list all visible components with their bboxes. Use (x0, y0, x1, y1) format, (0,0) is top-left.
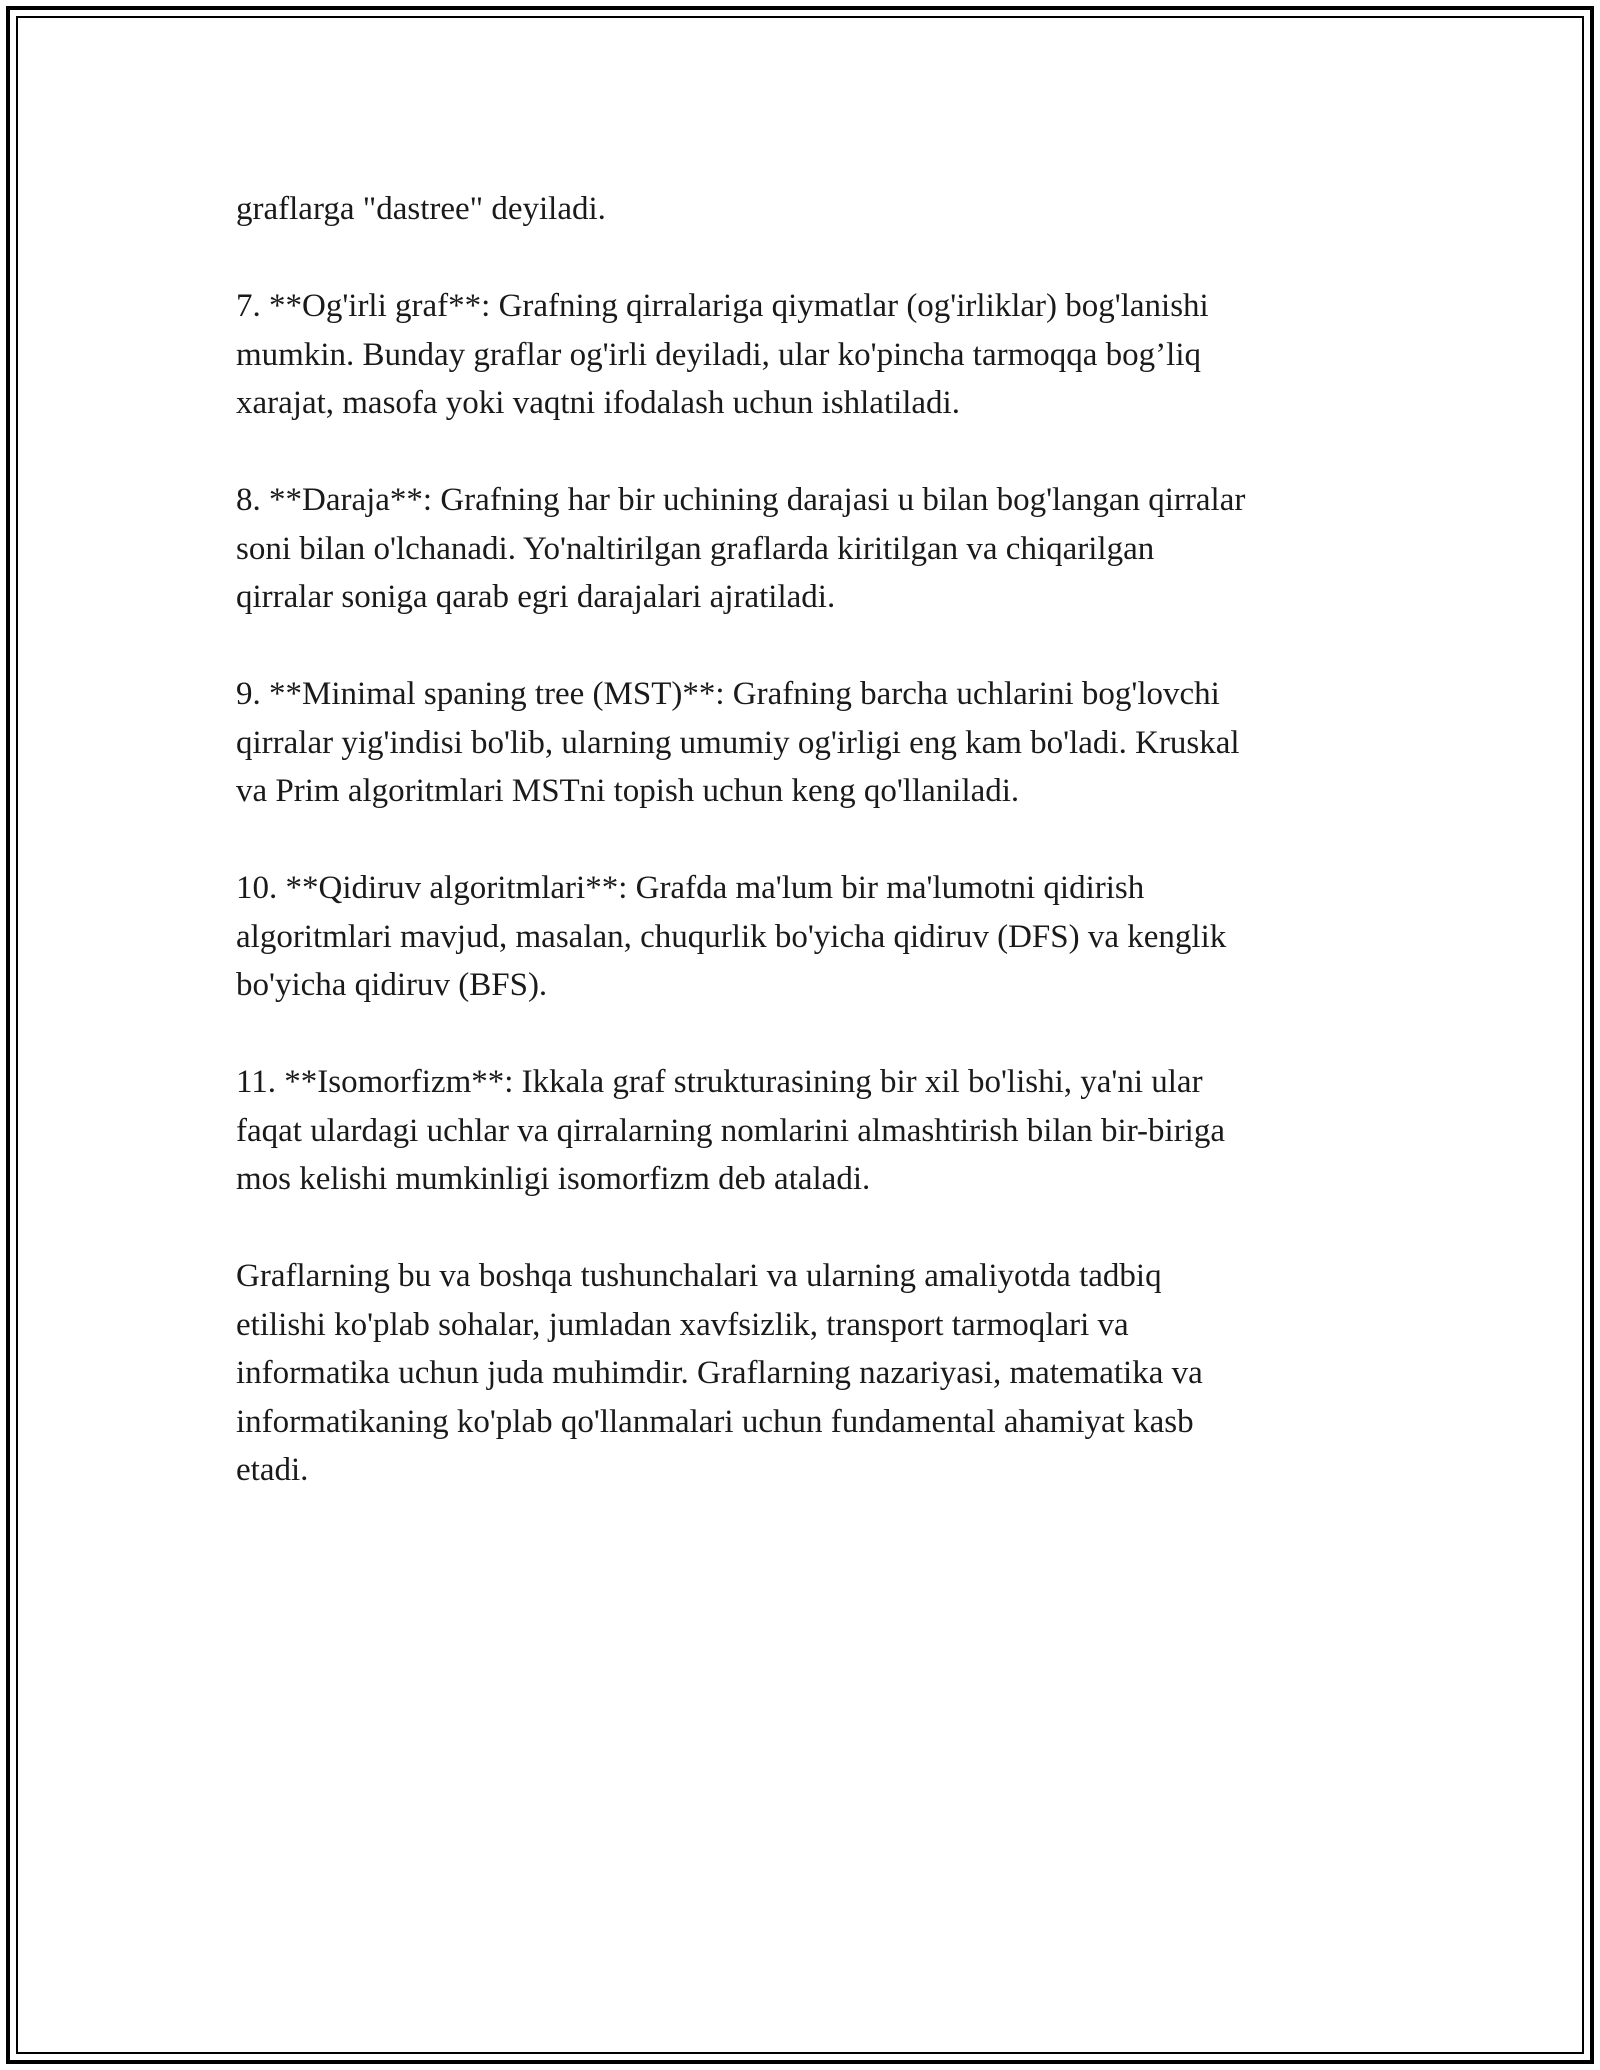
paragraph-conclusion: Graflarning bu va boshqa tushunchalari va ularning amaliyotda tadbiq etilishi ko'plab sohalar, jumladan xavfsizlik, transport tarmoqlari va informatika uchun juda muhimdir. Graflarning nazariyasi, matematika va informatikaning ko'plab qo'llanmalari uchun fundamental ahamiyat kasb etadi. (236, 1258, 1203, 1488)
paragraph-item-10-search-algorithms: 10. **Qidiruv algoritmlari**: Grafda ma'lum bir ma'lumotni qidirish algoritmlari mavjud, masalan, chuqurlik bo'yicha qidiruv (DFS) va kenglik bo'yicha qidiruv (BFS). (236, 870, 1227, 1003)
document-body (236, 185, 1366, 1495)
paragraph-item-9-mst: 9. **Minimal spaning tree (MST)**: Grafning barcha uchlarini bog'lovchi qirralar yig'indisi bo'lib, ularning umumiy og'irligi eng kam bo'ladi. Kruskal va Prim algoritmlari MSTni topish uchun keng qo'llaniladi. (236, 676, 1240, 809)
paragraph-item-7-weighted-graph: 7. **Og'irli graf**: Grafning qirralariga qiymatlar (og'irliklar) bog'lanishi mumkin. Bunday graflar og'irli deyiladi, ular ko'pincha tarmoqqa bog’liq xarajat, masofa yoki vaqtni ifodalash uchun ishlatiladi. (236, 288, 1209, 421)
paragraph-item-8-degree: 8. **Daraja**: Grafning har bir uchining darajasi u bilan bog'langan qirralar soni bilan o'lchanadi. Yo'naltirilgan graflarda kiritilgan va chiqarilgan qirralar soniga qarab egri darajalari ajratiladi. (236, 482, 1246, 615)
paragraph-continuation: graflarga "dastree" deyiladi. (236, 191, 606, 227)
paragraph-item-11-isomorphism: 11. **Isomorfizm**: Ikkala graf strukturasining bir xil bo'lishi, ya'ni ular faqat ulardagi uchlar va qirralarning nomlarini almashtirish bilan bir-biriga mos kelishi mumkinligi isomorfizm deb ataladi. (236, 1064, 1226, 1197)
